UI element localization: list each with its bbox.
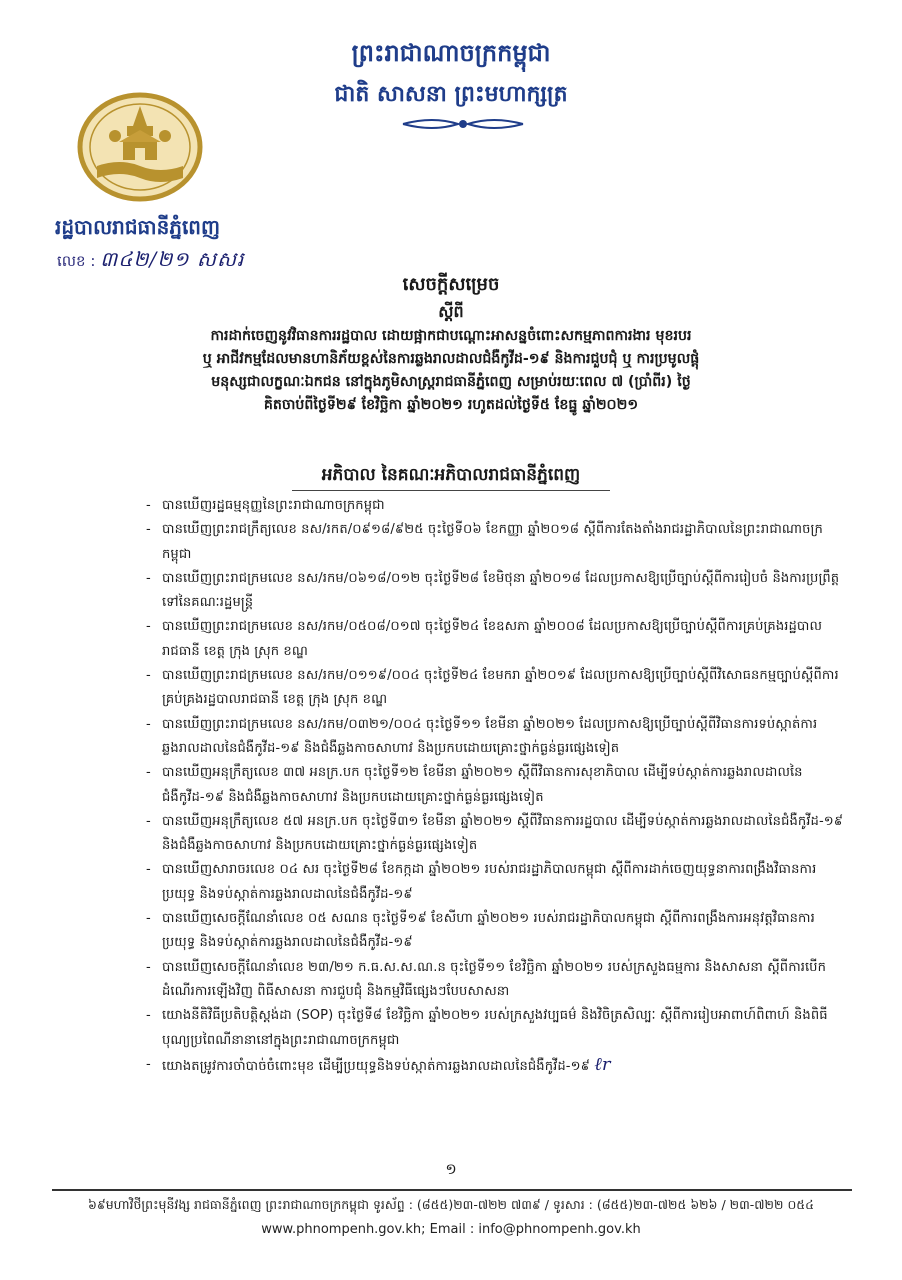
bullet-dash: - [146, 1008, 151, 1024]
legal-basis-list [146, 494, 846, 1079]
document-subject [118, 325, 784, 417]
clause-text: បានឃើញសារាចរលេខ ០៤ សរ ចុះថ្ងៃទី២៨ ខែកក្កដា ឆ្នាំ២០២១ របស់រាជរដ្ឋាភិបាលកម្ពុជា ស្តីពីការដាក់ចេញយុទ្ធនាការពង្រឹងវិធានការប្រយុទ្ធ និងទប់ស្កាត់ការឆ្លងរាលដាលនៃជំងឺកូវីដ-១៩ [162, 862, 817, 902]
list-item [146, 567, 846, 616]
national-motto: ជាតិ សាសនា ព្រះមហាក្សត្រ [334, 82, 568, 107]
clause-text: បានឃើញអនុក្រឹត្យលេខ ៣៧ អនក្រ.បក ចុះថ្ងៃទី១២ ខែមីនា ឆ្នាំ២០២១ ស្តីពីវិធានការសុខាភិបាល ដើម្បីទប់ស្កាត់ការឆ្លងរាលដាលនៃជំងឺកូវីដ-១៩ និងជំងឺឆ្លងកាចសាហាវ និងប្រកបដោយគ្រោះថ្នាក់ធ្ងន់ធ្ងរផ្សេងទៀត [162, 765, 803, 805]
list-item [146, 615, 846, 664]
bullet-dash: - [146, 570, 151, 586]
email-label: ; Email : [421, 1222, 475, 1237]
bullet-dash: - [146, 619, 151, 635]
document-type: សេចក្តីសម្រេច [402, 274, 500, 295]
subject-line: មនុស្សជាលក្ខណៈឯកជន នៅក្នុងភូមិសាស្ត្ររាជធានីភ្នំពេញ សម្រាប់រយៈពេល ៧ (ប្រាំពីរ) ថ្ងៃ [211, 374, 691, 390]
list-item [146, 956, 846, 1005]
issuer-heading: អភិបាល នៃគណៈអភិបាលរាជធានីភ្នំពេញ [321, 465, 581, 485]
list-item [146, 1053, 846, 1079]
clause-text: បានឃើញព្រះរាជក្រមលេខ នស/រកម/០៥០៨/០១៧ ចុះថ្ងៃទី២៤ ខែឧសភា ឆ្នាំ២០០៨ ដែលប្រកាសឱ្យប្រើច្បាប់ស្តីពីការគ្រប់គ្រងរដ្ឋបាលរាជធានី ខេត្ត ក្រុង ស្រុក ខណ្ឌ [162, 619, 823, 659]
subject-line: ការដាក់ចេញនូវវិធានការរដ្ឋបាល ដោយផ្អាកជាបណ្តោះអាសន្នចំពោះសកម្មភាពការងារ មុខរបរ [210, 328, 692, 344]
list-item [146, 907, 846, 956]
clause-text: បានឃើញសេចក្តីណែនាំលេខ ០៥ សណន ចុះថ្ងៃទី១៩ ខែសីហា ឆ្នាំ២០២១ របស់រាជរដ្ឋាភិបាលកម្ពុជា ស្តីពីការពង្រឹងការអនុវត្តវិធានការប្រយុទ្ធ និងទប់ស្កាត់ការឆ្លងរាលដាលនៃជំងឺកូវីដ-១៩ [162, 911, 815, 951]
document-about: ស្តីពី [438, 302, 464, 321]
bullet-dash: - [146, 862, 151, 878]
issuing-office: រដ្ឋបាលរាជធានីភ្នំពេញ [55, 215, 221, 239]
issuer-underline [292, 490, 610, 491]
clause-text: បានឃើញអនុក្រឹត្យលេខ ៥៧ អនក្រ.បក ចុះថ្ងៃទី៣១ ខែមីនា ឆ្នាំ២០២១ ស្តីពីវិធានការរដ្ឋបាល ដើម្បីទប់ស្កាត់ការឆ្លងរាលដាលនៃជំងឺកូវីដ-១៩ និងជំងឺឆ្លងកាចសាហាវ និងប្រកបដោយគ្រោះថ្នាក់ធ្ងន់ធ្ងរផ្សេងទៀត [162, 813, 844, 854]
clause-text: បានឃើញព្រះរាជក្រឹត្យលេខ នស/រកត/០៩១៨/៩២៥ ចុះថ្ងៃទី០៦ ខែកញ្ញា ឆ្នាំ២០១៨ ស្តីពីការតែងតាំងរាជរដ្ឋាភិបាលនៃព្រះរាជាណាចក្រកម្ពុជា [162, 522, 823, 562]
list-item [146, 858, 846, 907]
kingdom-title: ព្រះរាជាណាចក្រកម្ពុជា [351, 39, 551, 67]
bullet-dash: - [146, 1056, 151, 1072]
bullet-dash: - [146, 668, 151, 684]
bullet-dash: - [146, 959, 151, 975]
phnom-penh-seal-logo [75, 92, 205, 202]
footer-contact [0, 1222, 902, 1237]
subject-line: គិតចាប់ពីថ្ងៃទី២៩ ខែវិច្ឆិកា ឆ្នាំ២០២១ រហូតដល់ថ្ងៃទី៥ ខែធ្នូ ឆ្នាំ២០២១ [263, 397, 639, 413]
list-item [146, 1004, 846, 1053]
bullet-dash: - [146, 813, 151, 829]
page-number: ១ [445, 1160, 457, 1178]
subject-line: ឬ អាជីវកម្មដែលមានហានិភ័យខ្ពស់នៃការឆ្លងរាលដាលជំងឺកូវីដ-១៩ និងការជួបជុំ ឬ ការប្រមូលផ្តុំ [202, 351, 700, 367]
bullet-dash: - [146, 911, 151, 927]
clause-text: បានឃើញព្រះរាជក្រមលេខ នស/រកម/០១១៩/០០៤ ចុះថ្ងៃទី២៤ ខែមករា ឆ្នាំ២០១៩ ដែលប្រកាសឱ្យប្រើច្បាប់ស្តីពីវិសោធនកម្មច្បាប់ស្តីពីការគ្រប់គ្រងរដ្ឋបាលរាជធានី ខេត្ត ក្រុង ស្រុក ខណ្ឌ [162, 668, 839, 708]
bullet-dash: - [146, 498, 151, 513]
list-item [146, 518, 846, 567]
list-item [146, 664, 846, 713]
email-link[interactable]: info@phnompenh.gov.kh [478, 1222, 641, 1237]
ornament-divider [398, 114, 528, 134]
initial-signature-mark: ℓr [594, 1053, 611, 1075]
list-item [146, 810, 846, 859]
clause-text: បានឃើញរដ្ឋធម្មនុញ្ញនៃព្រះរាជាណាចក្រកម្ពុជា [162, 498, 385, 513]
reference-label: លេខ : [57, 252, 96, 270]
clause-text: បានឃើញព្រះរាជក្រមលេខ នស/រកម/០៣២១/០០៤ ចុះថ្ងៃទី១១ ខែមីនា ឆ្នាំ២០២១ ដែលប្រកាសឱ្យប្រើច្បាប់ស្តីពីវិធានការទប់ស្កាត់ការឆ្លងរាលដាលនៃជំងឺកូវីដ-១៩ និងជំងឺឆ្លងកាចសាហាវ និងប្រកបដោយគ្រោះថ្នាក់ធ្ងន់ធ្ងរផ្សេងទៀត [162, 716, 818, 756]
bullet-dash: - [146, 522, 151, 538]
clause-text: បានឃើញសេចក្តីណែនាំលេខ ២៣/២១ ក.ធ.ស.ស.ណ.ន ចុះថ្ងៃទី១១ ខែវិច្ឆិកា ឆ្នាំ២០២១ របស់ក្រសួងធម្មការ និងសាសនា ស្តីពីការបើកដំណើរការឡើងវិញ ពិធីសាសនា ការជួបជុំ និងកម្មវិធីផ្សេងៗបែបសាសនា [162, 959, 827, 999]
bullet-dash: - [146, 765, 151, 781]
list-item [146, 713, 846, 762]
reference-value: ៣៤២/២១ សសរ [100, 247, 245, 271]
footer-divider [52, 1189, 852, 1191]
footer-address: ៦៩មហាវិថីព្រះមុនីវង្ស រាជធានីភ្នំពេញ ព្រះរាជាណាចក្រកម្ពុជា ទូរស័ព្ទ : (៨៥៥)២៣-៧២២ ៧៣៩ / ទូរសារ : (៨៥៥)២៣-៧២៥ ៦២៦ / ២៣-៧២២ ០៥៤ [88, 1197, 814, 1212]
clause-text: យោងតម្រូវការចាំបាច់ចំពោះមុខ ដើម្បីប្រយុទ្ធនិងទប់ស្កាត់ការឆ្លងរាលដាលនៃជំងឺកូវីដ-១៩ [162, 1058, 590, 1074]
clause-text: បានឃើញព្រះរាជក្រមលេខ នស/រកម/០៦១៨/០១២ ចុះថ្ងៃទី២៨ ខែមិថុនា ឆ្នាំ២០១៨ ដែលប្រកាសឱ្យប្រើច្បាប់ស្តីពីការរៀបចំ និងការប្រព្រឹត្តទៅនៃគណៈរដ្ឋមន្ត្រី [162, 570, 840, 611]
list-item [146, 761, 846, 810]
website-link[interactable]: www.phnompenh.gov.kh [261, 1222, 422, 1237]
bullet-dash: - [146, 716, 151, 732]
list-item [146, 494, 846, 518]
clause-text: យោងនីតិវិធីប្រតិបត្តិស្តង់ដា (SOP) ចុះថ្ងៃទី៨ ខែវិច្ឆិកា ឆ្នាំ២០២១ របស់ក្រសួងវប្បធម៌ និងវិចិត្រសិល្បៈ ស្តីពីការរៀបអាពាហ៍ពិពាហ៍ និងពិធីបុណ្យប្រពៃណីនានានៅក្នុងព្រះរាជាណាចក្រកម្ពុជា [162, 1008, 828, 1048]
